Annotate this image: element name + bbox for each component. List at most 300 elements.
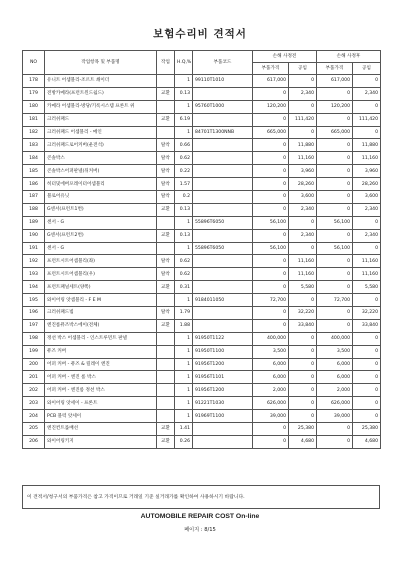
table-row	[23, 371, 381, 384]
cell-work	[157, 100, 175, 113]
cell-hq: 0.13	[175, 87, 193, 100]
cell-no: 199	[23, 345, 45, 358]
cell-item: 크러쉬패드로어커버(운전석)	[45, 139, 157, 152]
table-row	[23, 423, 381, 436]
cell-code	[193, 281, 253, 294]
cell-work: 교환	[157, 87, 175, 100]
cell-before-labor: 2,340	[289, 203, 317, 216]
cell-after-labor: 2,340	[353, 203, 381, 216]
table-row	[23, 152, 381, 165]
cell-after-parts: 0	[317, 139, 353, 152]
cell-before-parts: 617,000	[253, 75, 289, 88]
cell-hq: 1	[175, 371, 193, 384]
cell-before-labor: 3,960	[289, 165, 317, 178]
cell-code: 9184011050	[193, 294, 253, 307]
cell-before-parts: 0	[253, 319, 289, 332]
cell-after-labor: 5,580	[353, 281, 381, 294]
cell-code	[193, 113, 253, 126]
header-after: 손해 사정후	[317, 51, 381, 63]
cell-hq: 1	[175, 100, 193, 113]
cell-item: PCB 블럭 앗세이	[45, 410, 157, 423]
cell-item: 센서 - G	[45, 216, 157, 229]
table-row	[23, 397, 381, 410]
cell-before-labor: 28,260	[289, 178, 317, 191]
cell-work: 탈착	[157, 152, 175, 165]
cell-before-parts: 0	[253, 203, 289, 216]
cell-after-labor: 0	[353, 242, 381, 255]
cell-no: 181	[23, 113, 45, 126]
cell-item: 프런트패널세트(양쪽)	[45, 281, 157, 294]
cell-no: 198	[23, 332, 45, 345]
cell-before-labor: 111,420	[289, 113, 317, 126]
cell-after-parts: 39,000	[317, 410, 353, 423]
cell-before-labor: 0	[289, 384, 317, 397]
cell-before-parts: 56,100	[253, 216, 289, 229]
cell-before-parts: 6,000	[253, 358, 289, 371]
cell-after-parts: 0	[317, 423, 353, 436]
cell-after-parts: 6,000	[317, 371, 353, 384]
cell-after-labor: 111,420	[353, 113, 381, 126]
cell-code: 95760T1000	[193, 100, 253, 113]
cell-hq: 1.88	[175, 319, 193, 332]
table-row	[23, 75, 381, 88]
cell-before-labor: 32,220	[289, 307, 317, 320]
cell-item: 카메라 어셈블리-방당/기록시스템 프론트 위	[45, 100, 157, 113]
cell-hq: 1	[175, 384, 193, 397]
cell-before-parts: 72,700	[253, 294, 289, 307]
cell-after-parts: 0	[317, 203, 353, 216]
table-row	[23, 255, 381, 268]
header-after-parts: 부품가격	[317, 63, 353, 75]
table-row	[23, 435, 381, 448]
cell-after-labor: 2,340	[353, 87, 381, 100]
cell-after-labor: 11,880	[353, 139, 381, 152]
table-row	[23, 229, 381, 242]
cell-before-labor: 5,580	[289, 281, 317, 294]
table-row	[23, 242, 381, 255]
cell-item: 엔진룸퓨즈박스에이(전체)	[45, 319, 157, 332]
cell-before-labor: 0	[289, 126, 317, 139]
table-row	[23, 358, 381, 371]
cell-item: 전방카메라(프런트윈드쉴드)	[45, 87, 157, 100]
cell-after-labor: 32,220	[353, 307, 381, 320]
table-row	[23, 191, 381, 204]
cell-work: 탈착	[157, 191, 175, 204]
cell-work: 교환	[157, 319, 175, 332]
cell-after-parts: 665,000	[317, 126, 353, 139]
cell-work: 교환	[157, 203, 175, 216]
table-row	[23, 126, 381, 139]
cell-item: 정션 박스 어셈블리 - 인스트루먼트 판넬	[45, 332, 157, 345]
cell-work: 탈착	[157, 165, 175, 178]
cell-after-parts: 6,000	[317, 358, 353, 371]
cell-after-labor: 3,600	[353, 191, 381, 204]
price-note: 이 견적서/청구서의 부품가격은 참고 가격이므로 거래일 기준 실거래가를 확인하여 사용하시기 바랍니다.	[22, 485, 380, 509]
cell-code: 91950T1100	[193, 345, 253, 358]
cell-after-labor: 4,680	[353, 435, 381, 448]
cell-after-parts: 3,500	[317, 345, 353, 358]
cell-hq: 1	[175, 216, 193, 229]
table-row	[23, 307, 381, 320]
cell-item: G센서(프런트1번)	[45, 203, 157, 216]
cell-no: 201	[23, 371, 45, 384]
cell-item: 와이어링 앗셈블리 - F E M	[45, 294, 157, 307]
header-no: NO	[23, 51, 45, 75]
cell-item: 퓨즈 커버	[45, 345, 157, 358]
cell-before-parts: 0	[253, 307, 289, 320]
cell-after-parts: 0	[317, 178, 353, 191]
cell-code: 55896T6050	[193, 242, 253, 255]
cell-after-parts: 56,100	[317, 216, 353, 229]
cell-work	[157, 371, 175, 384]
cell-item: 센서 - G	[45, 242, 157, 255]
cell-before-labor: 0	[289, 216, 317, 229]
cell-work: 교환	[157, 113, 175, 126]
cell-item: 크러쉬패드빔	[45, 307, 157, 320]
cell-after-parts: 626,000	[317, 397, 353, 410]
cell-before-parts: 0	[253, 435, 289, 448]
cell-item: 콘솔박스어퍼판넬(뒤커버)	[45, 165, 157, 178]
cell-after-labor: 0	[353, 294, 381, 307]
cell-before-parts: 0	[253, 281, 289, 294]
cell-work: 교환	[157, 281, 175, 294]
cell-work	[157, 410, 175, 423]
cell-before-labor: 2,340	[289, 229, 317, 242]
cell-code	[193, 203, 253, 216]
cell-before-labor: 11,880	[289, 139, 317, 152]
cell-work: 교환	[157, 423, 175, 436]
cell-hq: 1	[175, 126, 193, 139]
cell-no: 200	[23, 358, 45, 371]
cell-item: 어퍼 커버 - 엔진 룸 박스	[45, 371, 157, 384]
cell-after-parts: 400,000	[317, 332, 353, 345]
cell-code	[193, 255, 253, 268]
table-row	[23, 165, 381, 178]
cell-before-labor: 3,600	[289, 191, 317, 204]
cell-no: 196	[23, 307, 45, 320]
cell-hq: 1	[175, 75, 193, 88]
table-row	[23, 178, 381, 191]
cell-no: 183	[23, 139, 45, 152]
cell-no: 192	[23, 255, 45, 268]
cell-work: 교환	[157, 229, 175, 242]
cell-code: 55896T6050	[193, 216, 253, 229]
cell-after-labor: 11,160	[353, 255, 381, 268]
cell-no: 204	[23, 410, 45, 423]
table-row	[23, 332, 381, 345]
cell-code	[193, 435, 253, 448]
cell-code: 91956T1101	[193, 371, 253, 384]
cell-code: 99110T1010	[193, 75, 253, 88]
cell-hq: 6.19	[175, 113, 193, 126]
cell-item: 블로어유닛	[45, 191, 157, 204]
cell-after-parts: 0	[317, 319, 353, 332]
cell-hq: 0.62	[175, 268, 193, 281]
cell-hq: 1	[175, 397, 193, 410]
cell-hq: 1	[175, 294, 193, 307]
cell-item: 어퍼 커버 - 퓨즈 & 릴레이 엔진	[45, 358, 157, 371]
cell-no: 178	[23, 75, 45, 88]
cell-after-parts: 0	[317, 113, 353, 126]
cell-work	[157, 242, 175, 255]
cell-before-labor: 2,340	[289, 87, 317, 100]
cell-before-parts: 3,500	[253, 345, 289, 358]
header-before-parts: 부품가격	[253, 63, 289, 75]
cell-no: 190	[23, 229, 45, 242]
cell-after-labor: 0	[353, 371, 381, 384]
cell-before-parts: 400,000	[253, 332, 289, 345]
cell-after-parts: 2,000	[317, 384, 353, 397]
cell-work	[157, 75, 175, 88]
cell-before-parts: 0	[253, 255, 289, 268]
cell-before-parts: 0	[253, 165, 289, 178]
cell-no: 186	[23, 178, 45, 191]
cell-hq: 0.66	[175, 139, 193, 152]
footer-title: AUTOMOBILE REPAIR COST On-line	[140, 513, 260, 520]
header-hq: H.Q,%	[175, 51, 193, 75]
estimate-table	[22, 50, 381, 449]
cell-after-labor: 0	[353, 358, 381, 371]
cell-work: 탈착	[157, 268, 175, 281]
cell-after-labor: 0	[353, 100, 381, 113]
cell-no: 203	[23, 397, 45, 410]
cell-after-parts: 0	[317, 435, 353, 448]
cell-code	[193, 178, 253, 191]
cell-after-parts: 56,100	[317, 242, 353, 255]
cell-code	[193, 319, 253, 332]
cell-after-labor: 0	[353, 397, 381, 410]
cell-before-parts: 0	[253, 139, 289, 152]
header-code: 부품코드	[193, 51, 253, 75]
cell-before-parts: 0	[253, 268, 289, 281]
cell-before-parts: 0	[253, 423, 289, 436]
cell-hq: 1	[175, 242, 193, 255]
table-row	[23, 100, 381, 113]
cell-work	[157, 384, 175, 397]
cell-after-labor: 0	[353, 410, 381, 423]
cell-hq: 1	[175, 410, 193, 423]
header-row-top	[23, 51, 381, 63]
cell-code	[193, 423, 253, 436]
cell-work	[157, 126, 175, 139]
cell-before-parts: 0	[253, 178, 289, 191]
cell-item: 유니트 어셈블리-조르트 쇄이더	[45, 75, 157, 88]
cell-after-parts: 0	[317, 307, 353, 320]
cell-hq: 0.13	[175, 203, 193, 216]
cell-code	[193, 229, 253, 242]
header-item: 작업항목 및 부품명	[45, 51, 157, 75]
cell-hq: 0.13	[175, 229, 193, 242]
cell-hq: 0.62	[175, 255, 193, 268]
cell-after-labor: 11,160	[353, 268, 381, 281]
cell-item: 프런트시트어셈블리(우)	[45, 268, 157, 281]
cell-no: 185	[23, 165, 45, 178]
cell-hq: 1	[175, 332, 193, 345]
cell-code: 91221T1030	[193, 397, 253, 410]
cell-code	[193, 152, 253, 165]
cell-before-labor: 33,840	[289, 319, 317, 332]
cell-work: 탈착	[157, 139, 175, 152]
cell-hq: 1.41	[175, 423, 193, 436]
cell-after-labor: 0	[353, 126, 381, 139]
cell-after-parts: 617,000	[317, 75, 353, 88]
table-row	[23, 294, 381, 307]
cell-before-labor: 0	[289, 397, 317, 410]
cell-after-parts: 0	[317, 281, 353, 294]
cell-before-parts: 120,200	[253, 100, 289, 113]
cell-hq: 0.26	[175, 435, 193, 448]
cell-hq: 0.22	[175, 165, 193, 178]
cell-before-parts: 39,000	[253, 410, 289, 423]
cell-before-labor: 0	[289, 242, 317, 255]
cell-no: 195	[23, 294, 45, 307]
cell-item: 엔진컨트롤배선	[45, 423, 157, 436]
cell-item: 와이어링키지	[45, 435, 157, 448]
header-work: 작업	[157, 51, 175, 75]
cell-work	[157, 216, 175, 229]
cell-before-parts: 0	[253, 229, 289, 242]
cell-before-parts: 56,100	[253, 242, 289, 255]
cell-after-labor: 11,160	[353, 152, 381, 165]
cell-before-labor: 0	[289, 100, 317, 113]
table-row	[23, 281, 381, 294]
cell-after-labor: 0	[353, 75, 381, 88]
cell-hq: 0.31	[175, 281, 193, 294]
table-row	[23, 139, 381, 152]
cell-hq: 1.79	[175, 307, 193, 320]
cell-work	[157, 332, 175, 345]
cell-code: 91950T1122	[193, 332, 253, 345]
cell-code: 91956T1200	[193, 384, 253, 397]
cell-work	[157, 358, 175, 371]
cell-after-parts: 0	[317, 87, 353, 100]
cell-no: 191	[23, 242, 45, 255]
cell-hq: 0.62	[175, 152, 193, 165]
table-row	[23, 87, 381, 100]
table-row	[23, 319, 381, 332]
table-row	[23, 384, 381, 397]
cell-code	[193, 87, 253, 100]
cell-after-labor: 0	[353, 384, 381, 397]
cell-item: 와이어링 앗세이 - 프론트	[45, 397, 157, 410]
cell-code: 91956T1200	[193, 358, 253, 371]
cell-no: 180	[23, 100, 45, 113]
cell-item: 콘솔박스	[45, 152, 157, 165]
cell-before-parts: 0	[253, 87, 289, 100]
cell-work	[157, 345, 175, 358]
cell-before-parts: 0	[253, 113, 289, 126]
cell-no: 197	[23, 319, 45, 332]
header-before: 손해 사정전	[253, 51, 317, 63]
cell-no: 189	[23, 216, 45, 229]
cell-no: 188	[23, 203, 45, 216]
cell-after-parts: 0	[317, 191, 353, 204]
cell-work: 탈착	[157, 255, 175, 268]
cell-after-labor: 0	[353, 216, 381, 229]
cell-work: 탈착	[157, 307, 175, 320]
cell-no: 206	[23, 435, 45, 448]
table-row	[23, 203, 381, 216]
cell-after-labor: 0	[353, 345, 381, 358]
cell-after-labor: 28,260	[353, 178, 381, 191]
table-row	[23, 345, 381, 358]
cell-no: 194	[23, 281, 45, 294]
cell-after-parts: 0	[317, 165, 353, 178]
cell-before-labor: 11,160	[289, 152, 317, 165]
cell-before-labor: 0	[289, 75, 317, 88]
cell-code: 84701T1300NNB	[193, 126, 253, 139]
cell-before-labor: 25,380	[289, 423, 317, 436]
cell-before-parts: 626,000	[253, 397, 289, 410]
cell-no: 202	[23, 384, 45, 397]
cell-after-parts: 120,200	[317, 100, 353, 113]
cell-after-parts: 0	[317, 229, 353, 242]
header-before-labor: 공임	[289, 63, 317, 75]
cell-no: 179	[23, 87, 45, 100]
cell-after-parts: 0	[317, 255, 353, 268]
cell-after-labor: 33,840	[353, 319, 381, 332]
cell-before-labor: 4,680	[289, 435, 317, 448]
cell-before-parts: 6,000	[253, 371, 289, 384]
cell-work: 탈착	[157, 178, 175, 191]
cell-before-parts: 2,000	[253, 384, 289, 397]
cell-after-parts: 0	[317, 152, 353, 165]
cell-after-labor: 2,340	[353, 229, 381, 242]
cell-before-parts: 665,000	[253, 126, 289, 139]
cell-hq: 1	[175, 345, 193, 358]
cell-item: 프런트시트어셈블리(좌)	[45, 255, 157, 268]
cell-after-labor: 0	[353, 332, 381, 345]
cell-work	[157, 294, 175, 307]
cell-before-labor: 0	[289, 371, 317, 384]
cell-item: G센서(프런트2번)	[45, 229, 157, 242]
cell-hq: 1	[175, 358, 193, 371]
cell-code	[193, 268, 253, 281]
cell-item: 히터및에버포레이터어셈블리	[45, 178, 157, 191]
cell-code	[193, 191, 253, 204]
cell-no: 187	[23, 191, 45, 204]
cell-before-labor: 0	[289, 410, 317, 423]
cell-hq: 1.57	[175, 178, 193, 191]
cell-code	[193, 307, 253, 320]
cell-after-labor: 3,960	[353, 165, 381, 178]
cell-work	[157, 397, 175, 410]
cell-no: 182	[23, 126, 45, 139]
cell-before-parts: 0	[253, 191, 289, 204]
cell-item: 크러쉬패드	[45, 113, 157, 126]
cell-before-labor: 11,160	[289, 255, 317, 268]
cell-no: 205	[23, 423, 45, 436]
cell-before-labor: 0	[289, 294, 317, 307]
cell-after-parts: 0	[317, 268, 353, 281]
cell-before-labor: 11,160	[289, 268, 317, 281]
cell-before-labor: 0	[289, 345, 317, 358]
cell-work: 교환	[157, 435, 175, 448]
cell-before-labor: 0	[289, 332, 317, 345]
header-after-labor: 공임	[353, 63, 381, 75]
cell-no: 184	[23, 152, 45, 165]
table-row	[23, 410, 381, 423]
cell-code	[193, 139, 253, 152]
cell-item: 어퍼 커버 - 엔진룸 정션 박스	[45, 384, 157, 397]
table-row	[23, 216, 381, 229]
cell-item: 크러쉬패드 어셈블리 - 메인	[45, 126, 157, 139]
cell-after-parts: 72,700	[317, 294, 353, 307]
cell-no: 193	[23, 268, 45, 281]
cell-after-labor: 25,380	[353, 423, 381, 436]
cell-hq: 0.2	[175, 191, 193, 204]
estimate-rows	[23, 75, 381, 449]
